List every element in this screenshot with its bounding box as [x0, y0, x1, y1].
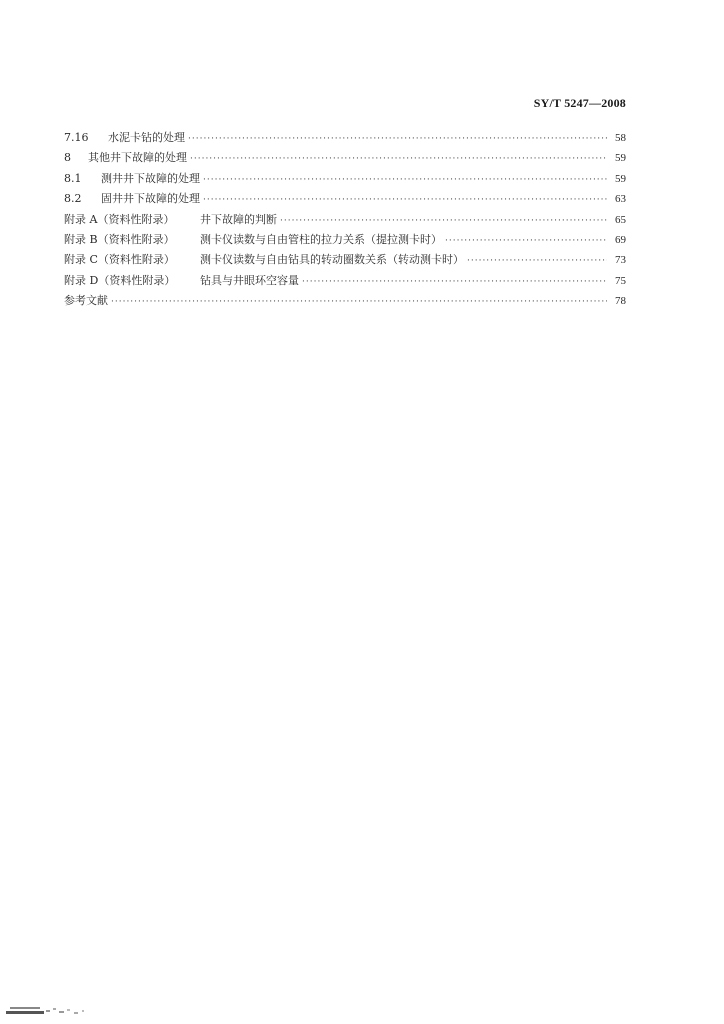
toc-entry-title: 测卡仪读数与自由钻具的转动圈数关系（转动测卡时） [200, 253, 464, 267]
toc-entry[interactable] [64, 210, 626, 230]
dot-leader [188, 129, 607, 149]
toc-entry-title: 井下故障的判断 [200, 212, 277, 226]
toc-entry-number: 8 [64, 151, 71, 165]
toc-entry-page: 65 [615, 213, 626, 226]
toc-entry-page: 69 [615, 233, 626, 246]
toc-entry-number: 附录 D（资料性附录） [64, 273, 176, 287]
toc-entry-title: 测卡仪读数与自由管柱的拉力关系（提拉测卡时） [200, 232, 442, 246]
dot-leader [203, 170, 607, 190]
toc-entry-page: 78 [615, 295, 626, 308]
toc-entry-page: 58 [615, 132, 626, 144]
toc-entry-title: 钻具与井眼环空容量 [200, 273, 299, 287]
toc-entry-title: 其他井下故障的处理 [88, 151, 187, 165]
dot-leader [445, 231, 607, 251]
dot-leader [302, 272, 607, 292]
toc-entry[interactable] [64, 230, 626, 250]
dot-leader [111, 292, 607, 312]
toc-entry-page: 59 [615, 172, 626, 185]
toc-entry[interactable] [64, 189, 626, 209]
toc-entry-title: 测井井下故障的处理 [101, 171, 200, 185]
toc-entry-number: 8.1 [64, 171, 82, 185]
dot-leader [467, 251, 607, 271]
toc-entry[interactable] [64, 291, 626, 311]
toc-entry[interactable] [64, 250, 626, 270]
toc-entry-number: 附录 A（资料性附录） [64, 212, 175, 226]
toc-entry-title: 参考文献 [64, 294, 108, 308]
toc-entry-title: 固井井下故障的处理 [101, 192, 200, 206]
toc-entry-page: 59 [615, 152, 626, 165]
toc-entry-number: 附录 B（资料性附录） [64, 232, 175, 246]
table-of-contents [64, 128, 626, 312]
toc-entry-number: 附录 C（资料性附录） [64, 253, 175, 267]
scan-artifact [6, 1002, 106, 1018]
toc-entry[interactable] [64, 128, 626, 148]
toc-entry-page: 75 [615, 274, 626, 287]
standard-code: SY/T 5247—2008 [533, 96, 626, 110]
toc-entry[interactable] [64, 271, 626, 291]
dot-leader [280, 211, 607, 231]
toc-entry-page: 63 [615, 193, 626, 206]
toc-entry-number: 7.16 [64, 131, 89, 144]
dot-leader [190, 149, 607, 169]
toc-entry-number: 8.2 [64, 192, 82, 206]
toc-entry[interactable] [64, 148, 626, 168]
dot-leader [203, 190, 607, 210]
toc-entry[interactable] [64, 169, 626, 189]
toc-entry-page: 73 [615, 254, 626, 267]
toc-entry-title: 水泥卡钻的处理 [108, 131, 185, 144]
